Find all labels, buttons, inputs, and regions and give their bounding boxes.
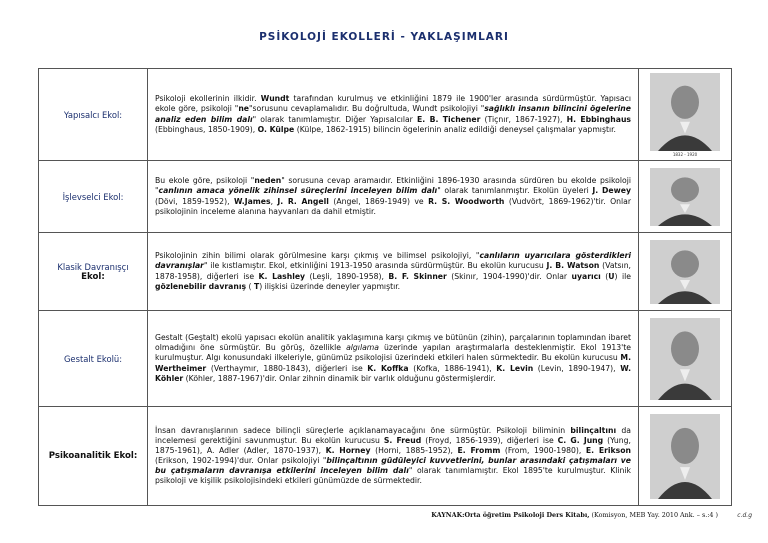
table-row [39,161,732,233]
description-segment: (Köhler, 1887-1967)'dir. Onlar zihnin dinamik bir varlık olduğunu göstermişlerdir. [183,373,496,383]
description-segment: (From, 1900-1980), [500,445,586,455]
school-description [148,233,639,311]
description-segment: Bu ekole göre, psikoloji " [155,176,255,186]
school-description [148,69,639,161]
description-segment: K. Levin [496,363,534,373]
description-segment: K. Lashley [258,271,306,281]
description-segment: (Külpe, 1862-1915) bilincin ögelerinin analiz edildiği deneysel çalışmalar yapmıştır. [294,124,616,134]
description-segment: J. R. Angell [277,196,329,206]
school-description [148,407,639,506]
description-segment: S. Freud [383,435,422,445]
description-segment: " sorusuna cevap aramaıdır. Etkinliğini 1896-1930 arasında sürdüren bu ekolde psikoloji " [155,176,631,196]
description-segment: (Kofka, 1886-1941), [408,363,497,373]
description-segment: İnsan davranışlarının sadece bilinçli süreçlerle açıklanamayacağını öne sürmüştür. Psikoloji biliminin [155,425,571,435]
description-segment: Psikolojinin zihin bilimi olarak görülmesine karşı çıkmış ve bilimsel psikolojiyi, " [155,251,480,261]
portrait-photo [650,318,720,400]
description-segment: R. S. Woodworth [428,196,505,206]
school-description [148,161,639,233]
description-segment: E. Erikson [585,445,631,455]
description-segment: neden [254,176,282,186]
description-segment: (Ebbinghaus, 1850-1909), [155,124,258,134]
table-row [39,69,732,161]
description-segment: ) ile [614,271,631,281]
description-segment: (Vatsın, 1878-1958), diğerleri ise [155,261,632,281]
description-segment: Wundt [260,94,290,104]
description-segment: (Leşli, 1890-1958), [305,271,389,281]
school-label-text: Yapısalcı Ekol: [63,109,123,120]
description-segment: ( [246,281,254,291]
description-segment: "sorusunu cevaplamalıdır. Bu doğrultuda, Wundt psikolojiyi " [249,104,485,114]
description-segment: J. Dewey [592,186,631,196]
description-segment: W. Köhler [155,363,631,383]
description-segment: tarafından kurulmuş ve etkinliğini 1879 ile 1900'ler arasında sürdürmüştür. Yapısacı ekole göre, psikoloji " [155,94,631,114]
school-label [39,407,148,506]
description-segment: (Yung, 1875-1961), A. Adler (Adler, 1870-1937), [155,435,632,455]
description-segment: algılama [346,343,379,353]
description-segment: bilinçaltını [570,425,617,435]
description-segment: ( [600,271,609,281]
description-segment: W.James [233,196,271,206]
table-row [39,233,732,311]
source-note [431,511,718,519]
portrait-cell [639,161,732,233]
schools-table [38,68,732,506]
description-segment: sağlıklı insanın bilincini ögelerine analiz eden bilim dalı [155,104,631,124]
description-segment: canlıların uyarıcılara gösterdikleri davranışlar [155,251,632,271]
description-segment: M. Wertheimer [155,353,631,373]
description-segment: gözlenebilir davranış [155,281,247,291]
school-label-text: Gestalt Ekolü: [63,353,123,364]
description-segment: uyarıcı [571,271,601,281]
source-title: Orta öğretim Psikoloji Ders Kitabı, [464,511,590,519]
page-title: PSİKOLOJİ EKOLLERİ - YAKLAŞIMLARI [259,31,509,43]
description-segment: E. B. Tichener [417,114,481,124]
description-segment: , [270,196,278,206]
description-segment: " ile kıstlamıştır. Ekol, etkinliğini 1913-1950 arasında sürdürmüştür. Bu ekolün kurucusu [203,261,547,271]
portrait-photo [650,168,720,226]
school-label [39,69,148,161]
portrait-photo [650,73,720,151]
description-segment: O. Külpe [257,124,295,134]
school-label [39,161,148,233]
signature: c.d.g [737,512,752,519]
description-segment: (Froyd, 1856-1939), diğerleri ise [421,435,558,445]
school-label-text: Psikoanalitik Ekol: [48,451,138,461]
description-segment: E. Fromm [457,445,501,455]
source-label: KAYNAK: [431,511,465,519]
portrait-cell [639,407,732,506]
table-row [39,407,732,506]
description-segment: ne [238,104,250,114]
description-segment: K. Horney [325,445,371,455]
description-segment: T [253,281,260,291]
description-segment: (Dövi, 1859-1952), [155,196,234,206]
portrait-photo [650,414,720,499]
description-segment: B. F. Skinner [388,271,447,281]
description-segment: H. Ebbinghaus [566,114,632,124]
school-label-text: Klasik Davranışçı [57,261,129,272]
description-segment: ) ilişkisi üzerinde deneyler yapmıştır. [259,281,401,291]
description-segment: (Erikson, 1902-1994)'dur. Onlar psikolojiyi " [155,456,327,465]
description-segment: C. G. Jung [557,435,604,445]
school-label-text: İşlevselci Ekol: [62,191,124,202]
description-segment: (Levin, 1890-1947), [533,363,621,373]
description-segment: U [608,271,615,281]
description-segment: canlının amaca yönelik zihinsel süreçlerini inceleyen bilim dalı [158,186,438,196]
description-segment: (Angel, 1869-1949) ve [328,196,429,206]
portrait-caption: 1832 - 1920 [672,151,698,157]
description-segment: da incelemesi gerektiğini savunmuştur. Bu ekolün kurucusu [155,425,631,445]
description-segment: " olarak tanımlanmıştır. Ekolün üyeleri [437,186,593,196]
school-description [148,311,639,407]
portrait-cell [639,69,732,161]
portrait-photo [650,240,720,304]
portrait-cell [639,233,732,311]
description-segment: (Verthaymır, 1880-1843), diğerleri ise [206,363,368,373]
source-rest: (Komisyon, MEB Yay. 2010 Ank. – s.:4 ) [589,511,718,519]
school-label-text-2: Ekol: [81,271,105,282]
description-segment: J. B. Watson [546,261,600,271]
portrait-cell [639,311,732,407]
description-segment: K. Koffka [367,363,409,373]
description-segment: Psikoloji ekollerinin ilkidir. [155,94,261,104]
description-segment: (Vudvört, 1869-1962)'tir. Onlar psikolojinin inceleme alanına hayvanları da dahil etmiştir. [155,196,632,216]
table-row [39,311,732,407]
description-segment: bilinçaltının güdüleyici kuvvetlerini, bunlar arasındaki çatışmaları ve bu çatışmaların davranışa etkilerini inceleyen bilim dalı [155,456,631,476]
description-segment: " olarak tanımlamıştır. Ekol 1895'te kurulmuştur. Klinik psikoloji ve kişilik psikolojisindeki etkileri günümüzde de sürmektedir. [155,466,631,486]
description-segment: (Skinır, 1904-1990)'dir. Onlar [446,271,572,281]
description-segment: " olarak tanımlamıştır. Diğer Yapısalcılar [252,114,418,124]
description-segment: Gestalt (Geştalt) ekolü yapısacı ekolün analitik yaklaşımına karşı çıkmış ve bütünün (zihin), parçalarının toplamından ibaret olmadığını öne sürmüştür. Bu görüş, özellikle [155,333,631,353]
school-label [39,311,148,407]
description-segment: (Horni, 1885-1952), [370,445,458,455]
school-label [39,233,148,311]
description-segment: üzerinde yapılan araştırmalarla desteklenmiştir. Ekol 1913'te kurulmuştur. Algı konusundaki ilkeleriyle, günümüz psikolojisi üzerindeki etkileri halen sürmektedir. Bu ekolün kurucusu [155,343,631,363]
description-segment: (Tiçnır, 1867-1927), [480,114,567,124]
